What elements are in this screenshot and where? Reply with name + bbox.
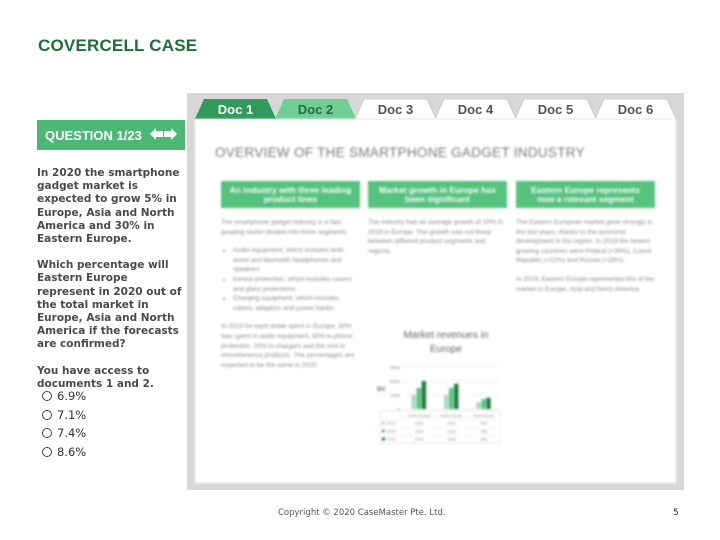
radio-button[interactable] [42,391,52,401]
question-counter: QUESTION 1/23 [45,127,142,143]
bar [481,399,485,409]
legend-swatch [382,438,385,441]
document-heading: OVERVIEW OF THE SMARTPHONE GADGET INDUSTRY [215,145,585,160]
bar [422,381,426,409]
tab-label: Doc 5 [537,101,574,117]
tab-doc-4[interactable] [435,99,516,119]
bullet-item: • Audio equipment, which includes both wired and bluetooth headphones and speakers [233,246,360,275]
bar [476,402,480,409]
column-text: The smartphone gadget industry is a fast-growing sector divided into three segments: [221,219,349,236]
document-page[interactable] [195,119,676,483]
tab-label: Doc 2 [297,101,334,117]
column-body [368,218,507,256]
y-axis-label: $M [377,387,386,393]
table-value: 500 [480,420,488,426]
answer-option[interactable] [42,406,86,425]
column-body [516,218,655,294]
market-revenues-chart [375,361,505,461]
legend-swatch [382,422,385,425]
document-viewer [187,93,684,490]
answer-option-label: 8.6% [57,444,87,459]
document-tabs [195,99,676,119]
answer-option-label: 6.9% [57,389,87,404]
table-value: 1800 [447,436,456,442]
bullet-item: • Device protection, which includes covers and glass protections [233,275,360,294]
radio-button[interactable] [42,447,52,457]
y-tick-label: 2000 [389,379,400,384]
column-header: An industry with three leading product lines [221,181,360,208]
question-paragraph: Which percentage will Eastern Europe represent in 2020 out of the total market in Europe, Asia and North America if the forecasts are confirmed? [37,259,182,351]
document-column [368,181,507,265]
next-question-arrow-icon[interactable] [164,127,177,141]
answer-option-label: 7.4% [57,426,87,441]
answer-options [42,387,86,461]
bar [486,398,490,409]
bullet-item: • Charging equipment, which includes cables, adaptors and power banks [233,294,360,313]
answer-option[interactable] [42,424,86,443]
question-nav [150,127,177,141]
document-column [516,181,655,303]
table-value: 1000 [414,420,424,426]
table-value: 1500 [447,428,456,434]
table-value: 700 [480,428,488,434]
legend-label: 2017 [387,420,396,426]
y-tick-label: 0 [397,407,400,412]
bar [449,388,453,409]
radio-button[interactable] [42,428,52,438]
document-column [221,181,360,379]
tab-doc-1[interactable] [195,99,276,119]
table-value: 1000 [447,420,456,426]
tab-label: Doc 3 [377,101,414,117]
x-category-label: East Europe [473,414,495,418]
question-paragraph: In 2020 the smartphone gadget market is expected to grow 5% in Europe, Asia and North America and 30% in Eastern Europe. [37,167,180,246]
prev-question-arrow-icon[interactable] [150,127,163,141]
column-header: Eastern Europe represents now a relevant segment [516,181,655,208]
question-paragraph: You have access to documents 1 and 2. [37,364,154,390]
column-body [221,218,360,370]
case-title: COVERCELL CASE [38,36,198,55]
question-text [37,167,187,404]
page-number: 5 [673,508,679,518]
column-text: The industry had an average growth of 15% in 2019 in Europe. The growth was not linear between different product segments and regions. [368,219,503,255]
question-header [37,120,185,150]
x-category-label: North Europe [440,414,463,418]
table-value: 800 [480,436,488,442]
tab-doc-2[interactable] [275,99,356,119]
bar [444,395,448,409]
answer-option-label: 7.1% [57,407,87,422]
tab-doc-5[interactable] [515,99,596,119]
column-text: In 2019, Eastern Europe represented 6% of the market in Europe, Asia and North America. [516,275,655,293]
chart-title: Market revenues in Europe [403,330,489,355]
legend-swatch [382,430,385,433]
bullet-list [233,246,360,313]
column-text: The Eastern European market grew strongly in the last years, thanks to the economic development in the region. In 2019 the fastest growing countries were Poland (+30%), Czech Republic (+22%) and Russia (+18%). [516,219,653,265]
copyright-footer: Copyright © 2020 CaseMaster Pte. Ltd. [278,508,446,518]
radio-button[interactable] [42,410,52,420]
x-category-label: South Europe [407,414,431,418]
bar [417,388,421,409]
answer-option[interactable] [42,387,86,406]
tab-label: Doc 1 [217,101,254,117]
answer-option[interactable] [42,443,86,462]
legend-label: 2018 [387,428,396,434]
tab-doc-6[interactable] [595,99,676,119]
table-value: 1500 [414,428,424,434]
bar [412,395,416,409]
legend-label: 2019 [387,436,396,442]
column-header: Market growth in Europe has been significant [368,181,507,208]
tab-label: Doc 6 [617,101,654,117]
tab-doc-3[interactable] [355,99,436,119]
y-tick-label: 3000 [389,365,400,370]
y-tick-label: 1000 [389,393,400,398]
tab-label: Doc 4 [457,101,494,117]
column-text: In 2019 for each dollar spent in Europe, 40% was spent in audio equipment, 30% in phone protection, 20% in chargers and the rest in miscellaneous products. The percentages are expected to be the same in 2020. [221,323,355,369]
table-value: 2000 [414,436,424,442]
bar [454,384,458,409]
